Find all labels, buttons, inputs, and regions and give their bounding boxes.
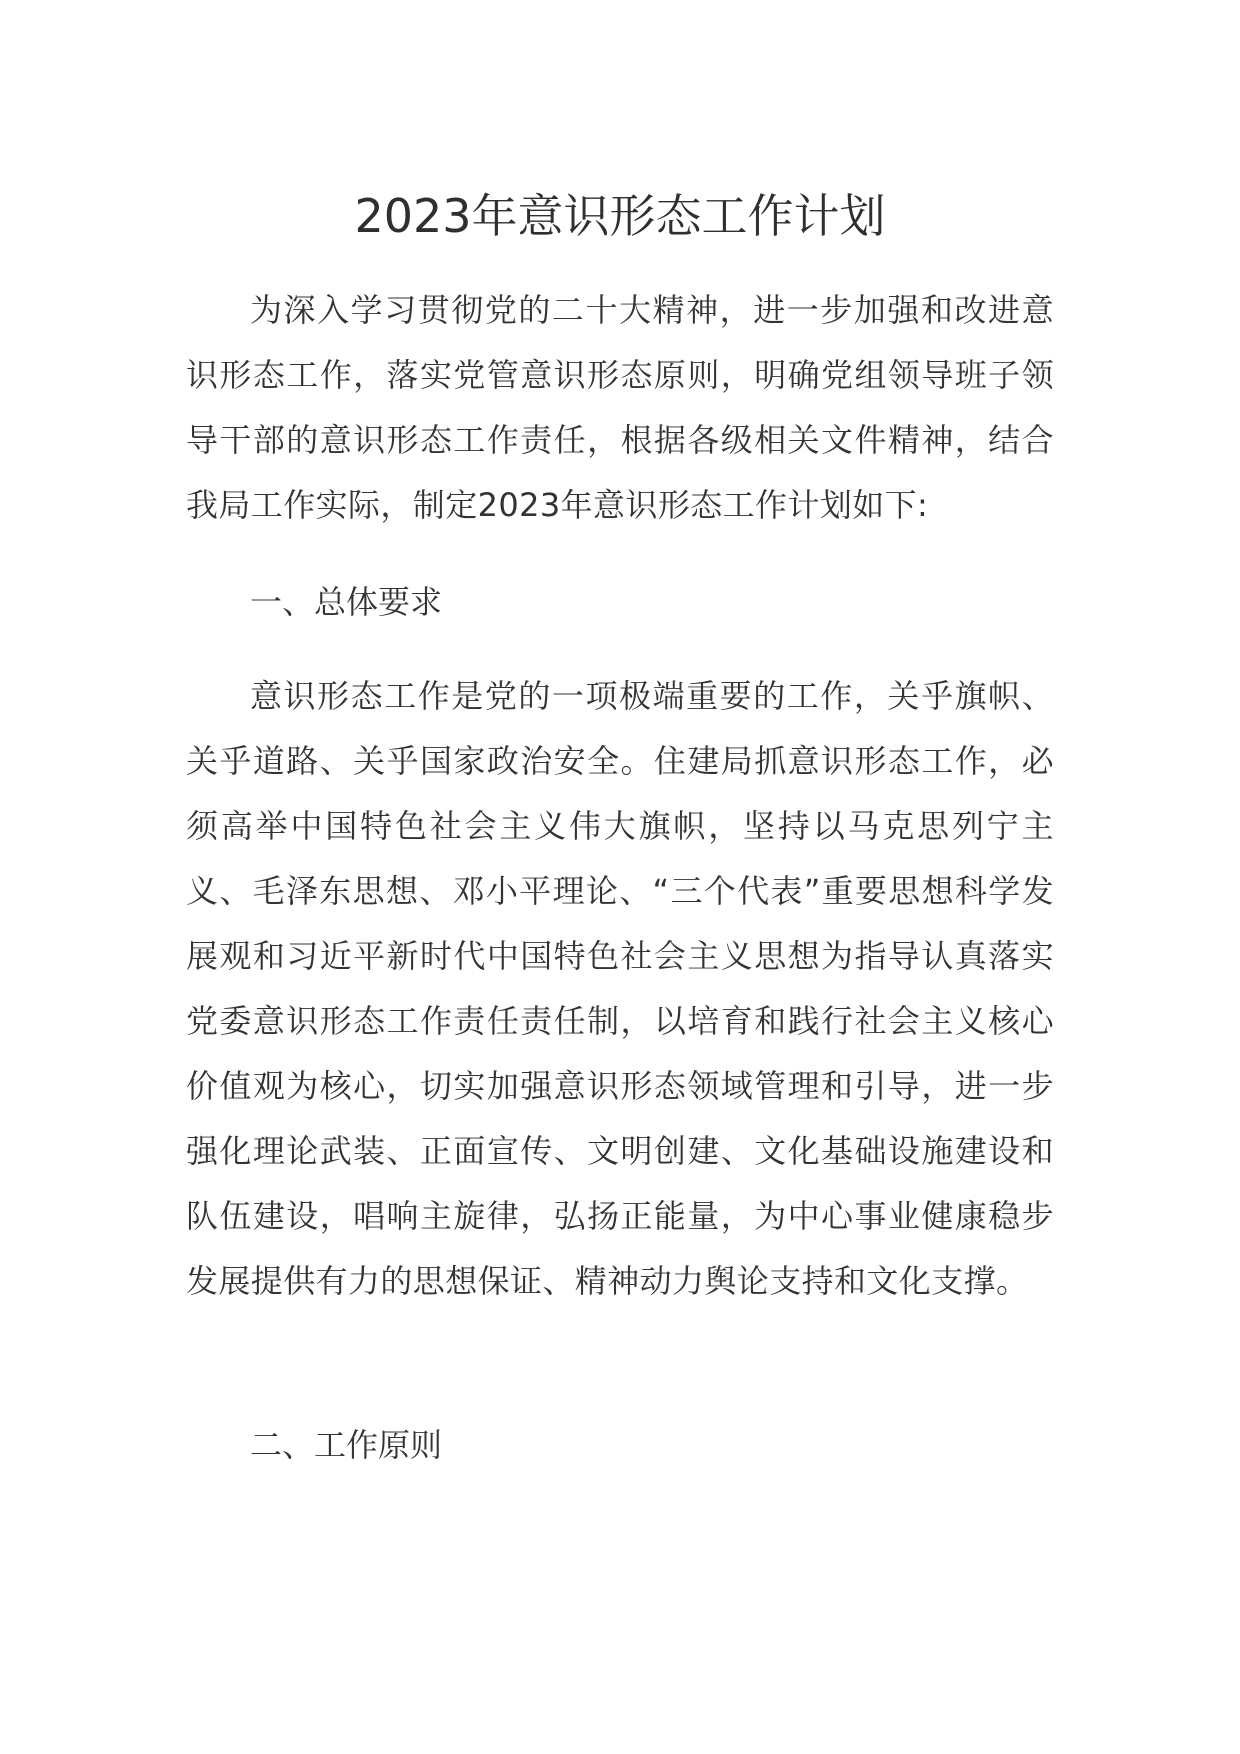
section-body-general-requirements: 意识形态工作是党的一项极端重要的工作，关乎旗帜、关乎道路、关乎国家政治安全。住建局抓意识形态工作，必须高举中国特色社会主义伟大旗帜，坚持以马克思列宁主义、毛泽东思想、邓小平理论、“三个代表”重要思想科学发展观和习近平新时代中国特色社会主义思想为指导认真落实党委意识形态工作责任责任制，以培育和践行社会主义核心价值观为核心，切实加强意识形态领域管理和引导，进一步强化理论武装、正面宣传、文明创建、文化基础设施建设和队伍建设，唱响主旋律，弘扬正能量，为中心事业健康稳步发展提供有力的思想保证、精神动力舆论支持和文化支撑。 <box>186 677 1054 1300</box>
section-heading-work-principles: 二、工作原则 <box>250 1426 443 1464</box>
document-title: 2023年意识形态工作计划 <box>354 189 886 243</box>
section-heading-general-requirements: 一、总体要求 <box>250 583 443 621</box>
intro-paragraph: 为深入学习贯彻党的二十大精神，进一步加强和改进意识形态工作，落实党管意识形态原则，明确党组领导班子领导干部的意识形态工作责任，根据各级相关文件精神，结合我局工作实际，制定2023年意识形态工作计划如下: <box>186 291 1054 524</box>
